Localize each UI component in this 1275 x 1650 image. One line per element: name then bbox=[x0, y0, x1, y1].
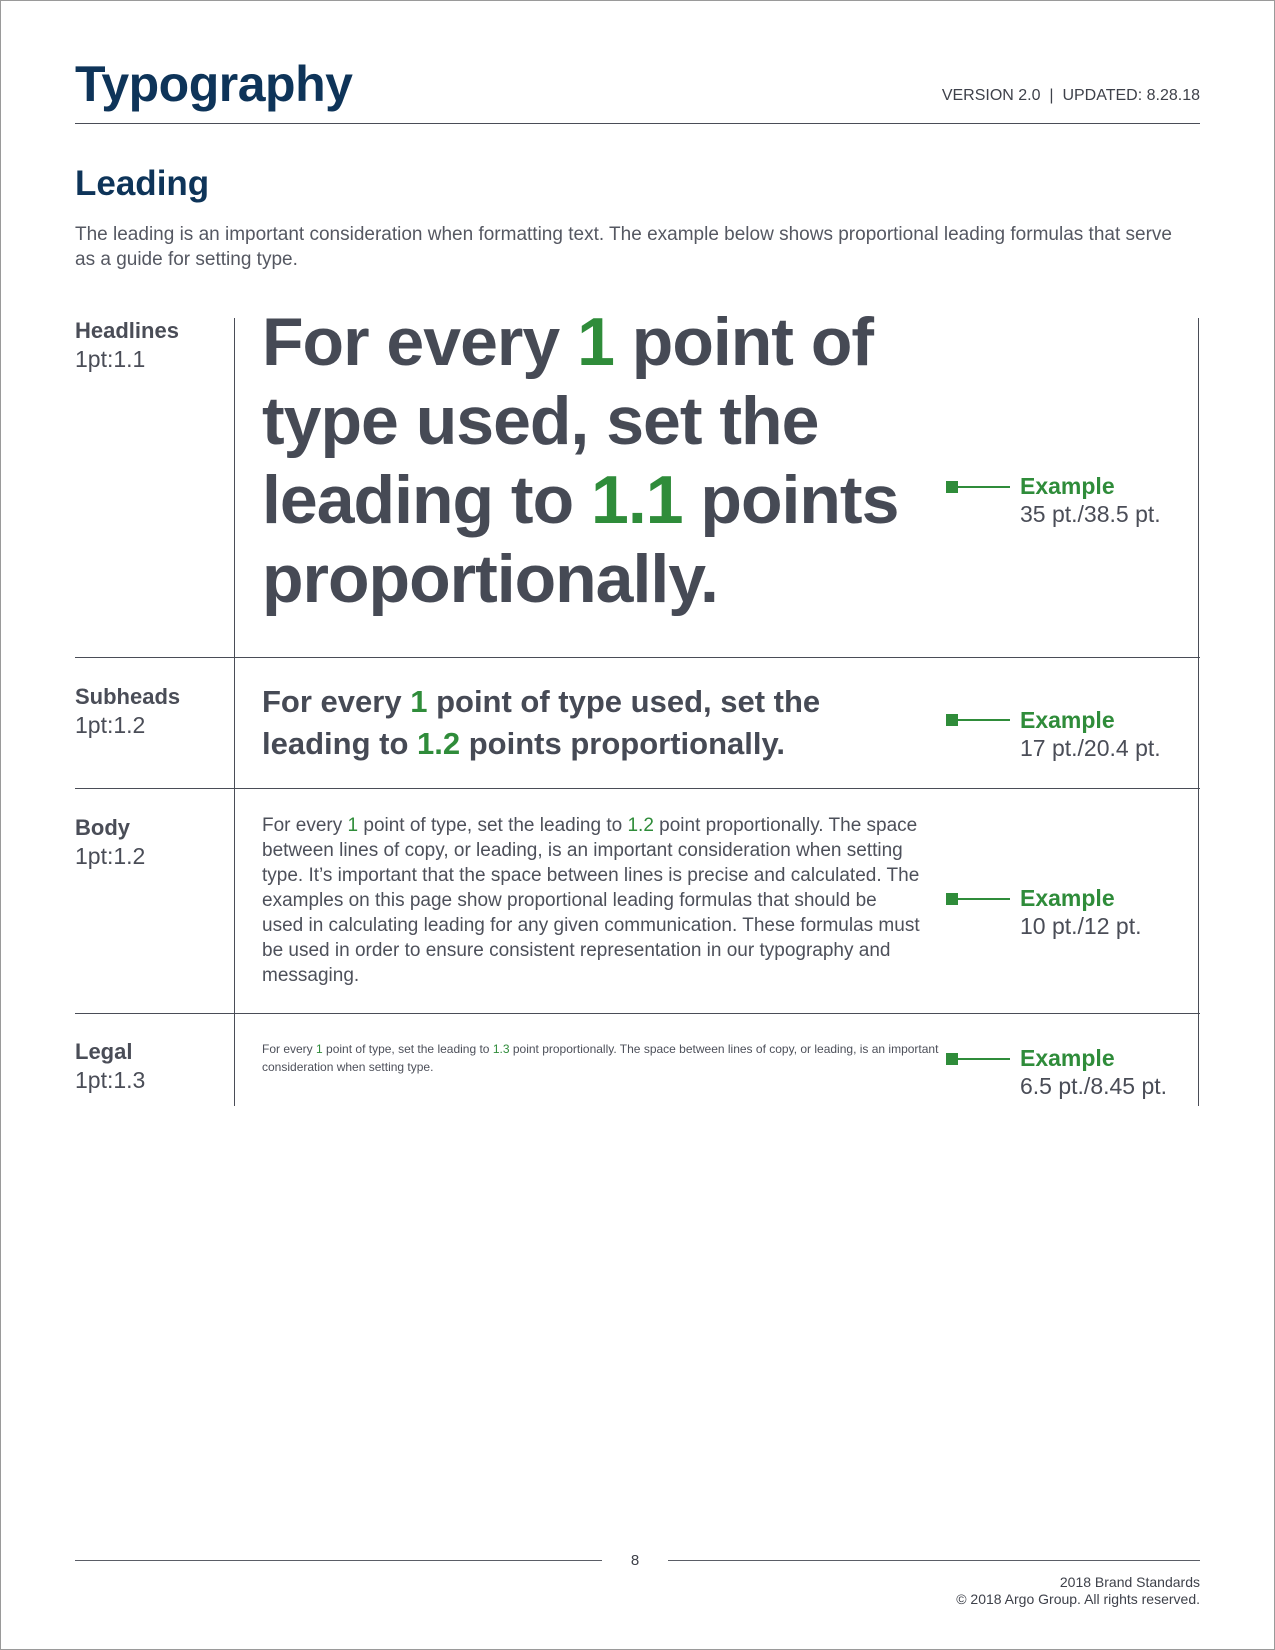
row-label-subheads bbox=[75, 683, 180, 739]
table-right-border bbox=[1198, 318, 1199, 1106]
header-divider bbox=[75, 123, 1200, 124]
page-number: 8 bbox=[630, 1552, 640, 1569]
example-headlines bbox=[1020, 472, 1161, 528]
example-label: Example bbox=[1020, 885, 1115, 911]
row-name: Body bbox=[75, 815, 130, 840]
sample-text: point of type used, set the leading to bbox=[262, 684, 821, 761]
example-label: Example bbox=[1020, 473, 1115, 499]
sample-text: point proportionally. The space between lines of copy, or leading, is an important consideration when setting type. It’s important that the space between lines is precise and calculated. The examples on this page show proportional leading formulas that should be used in calculating leading for any given communication. These formulas must be used in order to ensure consistent representation in our typography and messaging. bbox=[262, 815, 920, 986]
footer-copyright: © 2018 Argo Group. All rights reserved. bbox=[956, 1591, 1200, 1607]
sample-text: For every bbox=[262, 684, 411, 719]
section-title: Leading bbox=[75, 164, 210, 203]
document-title: Typography bbox=[75, 56, 353, 112]
sample-text: For every bbox=[262, 815, 348, 836]
footer-credits bbox=[956, 1574, 1200, 1608]
example-connector bbox=[946, 714, 1010, 726]
sample-number: 1.3 bbox=[492, 1042, 510, 1056]
example-value: 10 pt./12 pt. bbox=[1020, 913, 1142, 939]
row-label-headlines bbox=[75, 317, 179, 373]
row-name: Subheads bbox=[75, 684, 181, 709]
sample-text: point of type, set the leading to bbox=[322, 1042, 493, 1056]
row-ratio: 1pt:1.3 bbox=[75, 1067, 146, 1093]
row-divider bbox=[75, 788, 1200, 789]
sample-text: point of type used, set the leading to bbox=[262, 304, 874, 538]
sample-number: 1 bbox=[347, 815, 359, 836]
row-label-legal bbox=[75, 1038, 145, 1094]
legal-sample bbox=[262, 1040, 942, 1076]
example-value: 6.5 pt./8.45 pt. bbox=[1020, 1073, 1168, 1099]
sample-number: 1.2 bbox=[627, 815, 654, 836]
example-legal bbox=[1020, 1044, 1167, 1100]
footer-divider-right bbox=[668, 1560, 1200, 1561]
body-sample bbox=[262, 813, 922, 988]
row-ratio: 1pt:1.1 bbox=[75, 346, 146, 372]
sample-number: 1.1 bbox=[591, 462, 683, 538]
example-connector bbox=[946, 481, 1010, 493]
sample-text: point proportionally. The space between lines of copy, or leading, is an important consideration when setting type. bbox=[262, 1042, 939, 1074]
sample-text: points proportionally. bbox=[262, 462, 899, 617]
example-label: Example bbox=[1020, 707, 1115, 733]
section-intro: The leading is an important consideration when formatting text. The example below shows proportional leading formulas that serve as a guide for setting type. bbox=[75, 224, 1172, 270]
example-label: Example bbox=[1020, 1045, 1115, 1071]
row-name: Headlines bbox=[75, 318, 179, 343]
sample-number: 1.2 bbox=[417, 726, 461, 761]
sample-number: 1 bbox=[577, 304, 614, 380]
sample-text: points proportionally. bbox=[460, 726, 786, 761]
sample-text: For every bbox=[262, 1042, 317, 1056]
sample-number: 1 bbox=[316, 1042, 323, 1056]
example-value: 35 pt./38.5 pt. bbox=[1020, 501, 1161, 527]
row-divider bbox=[75, 657, 1200, 658]
table-left-border bbox=[234, 318, 235, 1106]
version-info: VERSION 2.0 | UPDATED: 8.28.18 bbox=[941, 87, 1200, 104]
row-ratio: 1pt:1.2 bbox=[75, 843, 146, 869]
example-connector bbox=[946, 893, 1010, 905]
row-name: Legal bbox=[75, 1039, 133, 1064]
headline-sample bbox=[262, 303, 942, 619]
footer-brand-standards: 2018 Brand Standards bbox=[1059, 1574, 1200, 1590]
row-ratio: 1pt:1.2 bbox=[75, 712, 146, 738]
sample-text: For every bbox=[262, 304, 578, 380]
sample-number: 1 bbox=[410, 684, 428, 719]
sample-text: point of type, set the leading to bbox=[358, 815, 628, 836]
example-value: 17 pt./20.4 pt. bbox=[1020, 735, 1161, 761]
row-divider bbox=[75, 1013, 1200, 1014]
example-subheads bbox=[1020, 706, 1161, 762]
row-label-body bbox=[75, 814, 145, 870]
example-body bbox=[1020, 884, 1141, 940]
subhead-sample bbox=[262, 681, 902, 765]
example-connector bbox=[946, 1053, 1010, 1065]
footer-divider-left bbox=[75, 1560, 602, 1561]
